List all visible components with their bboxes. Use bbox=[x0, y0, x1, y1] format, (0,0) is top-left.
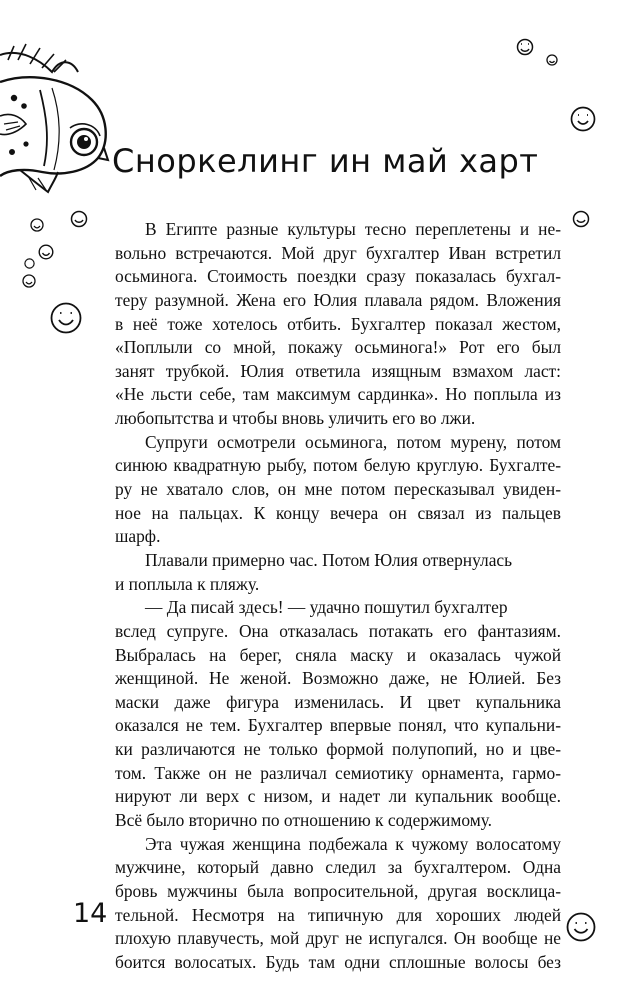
text-line: любопытства и чтобы вновь уличить его во лжи. bbox=[115, 408, 476, 429]
chapter-title: Сноркелинг ин май харт bbox=[112, 142, 539, 180]
bubble-smiley-icon bbox=[50, 302, 82, 334]
bubble-smiley-icon bbox=[572, 210, 590, 228]
bubble-smiley-icon bbox=[546, 54, 558, 66]
text-line: шарф. bbox=[115, 526, 161, 547]
bubble-smiley-icon bbox=[570, 106, 596, 132]
text-line: ное на пальцах. К концу вечера он связал из пальцев bbox=[115, 502, 561, 523]
text-line: в неё тоже хотелось отбить. Бухгалтер показал жестом, bbox=[115, 313, 561, 334]
text-line: «Не льсти себе, там максимум сардинка». Но поплыла из bbox=[115, 384, 561, 405]
text-line: бровь мужчины была вопросительной, другая восклица- bbox=[115, 880, 561, 901]
text-line: Всё было вторично по отношению к содержимому. bbox=[115, 810, 493, 831]
bubble-smiley-icon bbox=[24, 258, 35, 269]
text-line: мужчине, который давно следил за бухгалтером. Одна bbox=[115, 857, 561, 878]
text-line: плохую плавучесть, мой друг не испугался. Он вообще не bbox=[115, 928, 561, 949]
text-line: вольно встречаются. Мой друг бухгалтер Иван встретил bbox=[115, 242, 561, 263]
page-number: 14 bbox=[73, 898, 108, 929]
bubble-smiley-icon bbox=[566, 912, 596, 942]
text-line: маски даже фигура изменилась. И цвет купальника bbox=[115, 691, 561, 712]
fish-illustration bbox=[0, 20, 112, 195]
text-line: осьминога. Стоимость поездки сразу показалась бухгал- bbox=[115, 266, 561, 287]
text-line: боится волосатых. Будь там одни сплошные волосы без bbox=[115, 951, 561, 972]
text-line: «Поплыли со мной, покажу осьминога!» Рот его был bbox=[115, 337, 561, 358]
text-line: оказался не тем. Бухгалтер впервые понял, что купальни- bbox=[115, 715, 561, 736]
text-line: теру разумной. Жена его Юлия плавала рядом. Вложения bbox=[115, 289, 561, 310]
text-line: нируют ли верх с низом, и надет ли купальник вообще. bbox=[115, 786, 561, 807]
text-line: Эта чужая женщина подбежала к чужому волосатому bbox=[145, 833, 561, 854]
text-line: том. Также он не различал семиотику орнамента, гармо- bbox=[115, 762, 561, 783]
bubble-smiley-icon bbox=[38, 244, 54, 260]
bubble-smiley-icon bbox=[70, 210, 88, 228]
bubble-smiley-icon bbox=[22, 274, 36, 288]
text-line: — Да писай здесь! — удачно пошутил бухгалтер bbox=[145, 597, 508, 618]
text-line: синюю квадратную рыбу, потом белую круглую. Бухгалте- bbox=[115, 455, 561, 476]
text-line: занят трубкой. Юлия ответила изящным взмахом ласт: bbox=[115, 360, 561, 381]
text-line: и поплыла к пляжу. bbox=[115, 573, 260, 594]
text-line: Супруги осмотрели осьминога, потом мурену, потом bbox=[145, 431, 561, 452]
text-line: В Египте разные культуры тесно переплетены и не- bbox=[145, 219, 561, 239]
text-line: женщиной. Не женой. Возможно даже, не Юлией. Без bbox=[115, 668, 561, 689]
body-text bbox=[115, 218, 561, 975]
text-line: Плавали примерно час. Потом Юлия отвернулась bbox=[145, 549, 513, 570]
text-line: вслед супруге. Она отказалась потакать его фантазиям. bbox=[115, 620, 561, 641]
bubble-smiley-icon bbox=[516, 38, 534, 56]
text-line: Выбралась на берег, сняла маску и оказалась чужой bbox=[115, 644, 561, 665]
text-line: тельной. Несмотря на типичную для хороших людей bbox=[115, 904, 561, 925]
bubble-smiley-icon bbox=[30, 218, 44, 232]
text-line: ки различаются не только формой полупопий, но и цве- bbox=[115, 739, 561, 760]
text-line: ру не хватало слов, он мне потом пересказывал увиден- bbox=[115, 479, 561, 500]
